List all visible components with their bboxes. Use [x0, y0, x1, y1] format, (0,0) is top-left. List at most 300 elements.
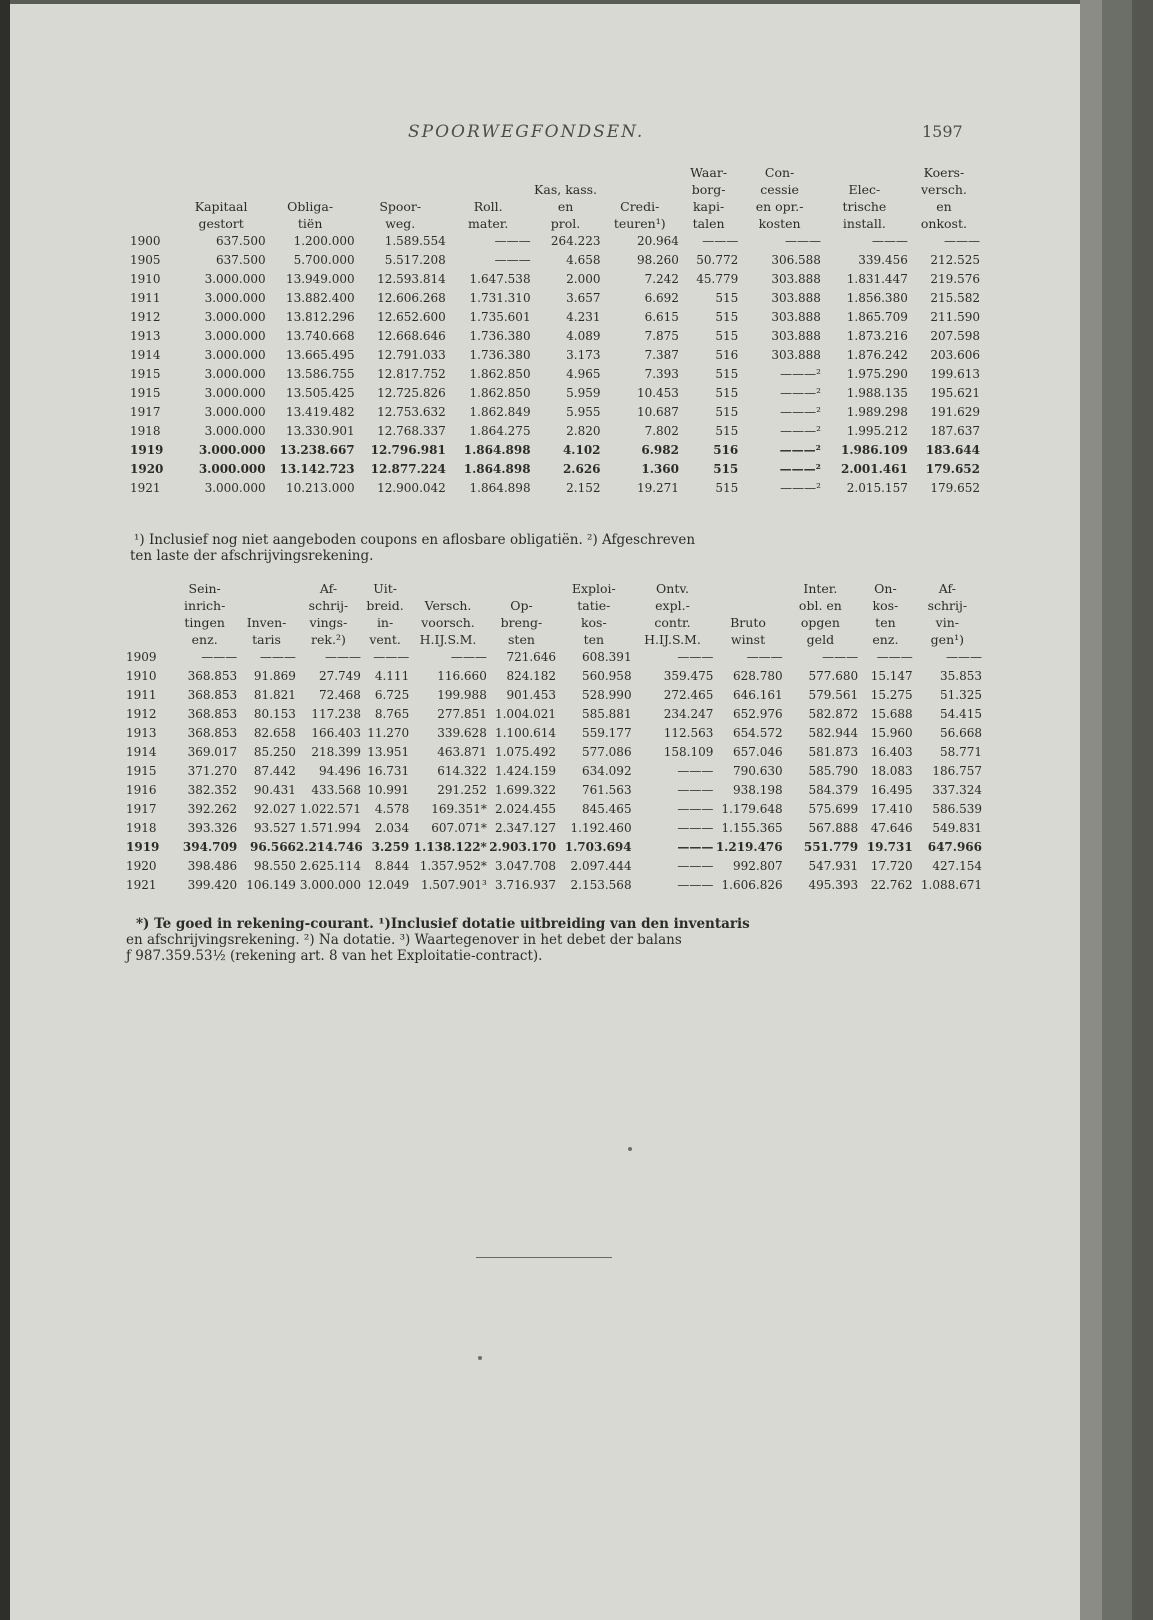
operations-value-cell: 433.568: [311, 783, 361, 797]
balance-value-cell: 3.000.000: [204, 310, 266, 324]
balance-value-cell: 13.238.667: [279, 443, 355, 457]
operations-column-header: Op- breng- sten: [500, 598, 543, 647]
balance-value-cell: 12.593.814: [377, 272, 446, 286]
operations-value-cell: 368.853: [187, 688, 238, 702]
balance-value-cell: 4.658: [566, 253, 601, 267]
balance-column-header: Con- cessie en opr.- kosten: [755, 165, 804, 231]
operations-value-cell: 17.720: [870, 859, 913, 873]
operations-row: [126, 724, 982, 743]
balance-value-cell: 13.740.668: [285, 329, 355, 343]
operations-value-cell: 85.250: [253, 745, 296, 759]
operations-value-cell: 761.563: [581, 783, 632, 797]
balance-year-cell: 1911: [130, 291, 161, 305]
balance-value-cell: 1.864.898: [469, 481, 531, 495]
balance-value-cell: 13.882.400: [285, 291, 355, 305]
page-stack-edge: [1102, 0, 1132, 1620]
balance-value-cell: 6.982: [641, 443, 679, 457]
operations-value-cell: 93.527: [253, 821, 296, 835]
operations-value-cell: 1.507.901³: [420, 878, 487, 892]
balance-row: [130, 441, 980, 460]
operations-value-cell: 3.000.000: [299, 878, 361, 892]
balance-column-header: Obliga- tiën: [287, 199, 334, 231]
balance-value-cell: 303.888: [771, 310, 821, 324]
balance-value-cell: 179.652: [930, 481, 980, 495]
balance-value-cell: 13.142.723: [279, 462, 355, 476]
operations-value-cell: ———: [677, 802, 714, 816]
balance-value-cell: 20.964: [636, 234, 679, 248]
balance-value-cell: 637.500: [216, 234, 266, 248]
operations-value-cell: 585.790: [808, 764, 859, 778]
operations-value-cell: 584.379: [808, 783, 859, 797]
operations-value-cell: 1.088.671: [920, 878, 982, 892]
operations-value-cell: 1.571.994: [299, 821, 361, 835]
balance-value-cell: 183.644: [925, 443, 980, 457]
operations-value-cell: 27.749: [318, 669, 361, 683]
operations-value-cell: 427.154: [932, 859, 982, 873]
balance-value-cell: 13.812.296: [285, 310, 355, 324]
operations-value-cell: 17.410: [870, 802, 913, 816]
operations-value-cell: 8.765: [374, 707, 410, 721]
operations-value-cell: 646.161: [733, 688, 783, 702]
balance-value-cell: 303.888: [771, 329, 821, 343]
balance-value-cell: ———²: [779, 462, 821, 476]
operations-year-cell: 1912: [126, 707, 157, 721]
balance-value-cell: 1.856.380: [846, 291, 908, 305]
end-rule: [476, 1257, 612, 1258]
balance-value-cell: 1.831.447: [846, 272, 908, 286]
operations-value-cell: 16.403: [870, 745, 913, 759]
balance-value-cell: 1.989.298: [846, 405, 908, 419]
balance-value-cell: 212.525: [930, 253, 980, 267]
balance-value-cell: 1.862.850: [469, 386, 531, 400]
balance-value-cell: 515: [713, 462, 739, 476]
balance-value-cell: 4.089: [566, 329, 601, 343]
operations-row: [126, 762, 982, 781]
operations-value-cell: 992.807: [733, 859, 783, 873]
operations-value-cell: ———: [373, 650, 410, 664]
paper-speck: [628, 1147, 632, 1151]
balance-value-cell: ———: [871, 234, 908, 248]
balance-value-cell: 5.700.000: [293, 253, 355, 267]
balance-value-cell: 515: [715, 405, 739, 419]
operations-value-cell: 2.214.746: [295, 840, 363, 854]
operations-value-cell: 15.147: [870, 669, 913, 683]
balance-table: [130, 164, 980, 498]
balance-year-cell: 1913: [130, 329, 161, 343]
balance-value-cell: 7.393: [644, 367, 679, 381]
operations-value-cell: 1.357.952*: [419, 859, 487, 873]
operations-value-cell: 392.262: [187, 802, 238, 816]
balance-row: [130, 384, 980, 403]
operations-value-cell: 463.871: [437, 745, 487, 759]
operations-value-cell: 369.017: [187, 745, 238, 759]
operations-value-cell: 94.496: [318, 764, 361, 778]
operations-year-cell: 1919: [126, 840, 160, 854]
balance-value-cell: 515: [715, 310, 739, 324]
operations-value-cell: 549.831: [932, 821, 982, 835]
balance-value-cell: ———: [784, 234, 821, 248]
balance-value-cell: 2.152: [566, 481, 601, 495]
operations-value-cell: ———: [324, 650, 361, 664]
balance-value-cell: 3.000.000: [204, 424, 266, 438]
balance-value-cell: 1.864.275: [469, 424, 531, 438]
balance-column-header: [130, 164, 177, 232]
operations-value-cell: 368.853: [187, 707, 238, 721]
operations-column-header: [126, 580, 172, 648]
operations-value-cell: 359.475: [663, 669, 714, 683]
balance-value-cell: 339.456: [858, 253, 908, 267]
balance-value-cell: 2.626: [562, 462, 601, 476]
operations-value-cell: ———: [822, 650, 859, 664]
balance-value-cell: ———²: [780, 481, 821, 495]
operations-value-cell: 35.853: [940, 669, 982, 683]
operations-value-cell: 6.725: [374, 688, 410, 702]
balance-year-cell: 1915: [130, 386, 161, 400]
operations-value-cell: 8.844: [374, 859, 410, 873]
book-spine: [0, 0, 10, 1620]
balance-value-cell: 12.796.981: [370, 443, 446, 457]
operations-value-cell: 607.071*: [431, 821, 487, 835]
balance-row: [130, 403, 980, 422]
balance-value-cell: 191.629: [930, 405, 980, 419]
balance-value-cell: 7.242: [644, 272, 679, 286]
balance-value-cell: 199.613: [930, 367, 980, 381]
balance-row: [130, 289, 980, 308]
operations-value-cell: 1.606.826: [721, 878, 783, 892]
operations-value-cell: 634.092: [581, 764, 632, 778]
operations-value-cell: 368.853: [187, 669, 238, 683]
operations-value-cell: 18.083: [870, 764, 913, 778]
balance-value-cell: 3.000.000: [204, 291, 266, 305]
balance-value-cell: 12.900.042: [377, 481, 446, 495]
balance-row: [130, 422, 980, 441]
operations-value-cell: 291.252: [437, 783, 487, 797]
operations-value-cell: 54.415: [940, 707, 982, 721]
balance-column-header: Kapitaal gestort: [194, 199, 248, 231]
operations-row: [126, 800, 982, 819]
operations-value-cell: ———: [677, 821, 714, 835]
operations-value-cell: ———: [876, 650, 913, 664]
operations-value-cell: 82.658: [253, 726, 296, 740]
balance-value-cell: 2.820: [566, 424, 601, 438]
operations-value-cell: 845.465: [581, 802, 632, 816]
balance-year-cell: 1905: [130, 253, 161, 267]
operations-value-cell: 647.966: [927, 840, 982, 854]
operations-column-header: Inter. obl. en opgen geld: [798, 581, 842, 647]
operations-value-cell: 582.944: [808, 726, 859, 740]
operations-value-cell: 575.699: [808, 802, 859, 816]
operations-value-cell: 106.149: [246, 878, 296, 892]
balance-value-cell: 515: [715, 481, 739, 495]
balance-value-cell: 303.888: [771, 348, 821, 362]
balance-row: [130, 479, 980, 498]
operations-column-header: Af- schrij- vin- gen¹): [927, 581, 968, 647]
balance-year-cell: 1918: [130, 424, 161, 438]
operations-column-header: Inven- taris: [246, 615, 287, 647]
operations-row: [126, 781, 982, 800]
operations-column-header: Versch. voorsch. H.IJ.S.M.: [419, 598, 477, 647]
operations-value-cell: 577.086: [581, 745, 632, 759]
balance-value-cell: 7.802: [644, 424, 679, 438]
operations-year-cell: 1909: [126, 650, 157, 664]
balance-column-header: Waar- borg- kapi- talen: [690, 165, 728, 231]
balance-year-cell: 1915: [130, 367, 161, 381]
balance-value-cell: 306.588: [771, 253, 821, 267]
operations-value-cell: 2.903.170: [489, 840, 557, 854]
operations-value-cell: 186.757: [932, 764, 982, 778]
operations-value-cell: 790.630: [733, 764, 783, 778]
operations-row: [126, 876, 982, 895]
operations-column-header: Sein- inrich- tingen enz.: [184, 581, 226, 647]
operations-value-cell: 116.660: [437, 669, 487, 683]
balance-value-cell: 1.876.242: [846, 348, 908, 362]
operations-value-cell: 1.219.476: [715, 840, 783, 854]
operations-value-cell: 218.399: [311, 745, 361, 759]
operations-value-cell: 96.566: [249, 840, 296, 854]
balance-value-cell: 264.223: [550, 234, 601, 248]
balance-year-cell: 1912: [130, 310, 161, 324]
balance-value-cell: 1.735.601: [469, 310, 531, 324]
operations-value-cell: 657.046: [733, 745, 783, 759]
operations-row: [126, 667, 982, 686]
operations-year-cell: 1911: [126, 688, 157, 702]
balance-value-cell: 12.877.224: [370, 462, 446, 476]
operations-value-cell: 382.352: [187, 783, 238, 797]
operations-value-cell: 169.351*: [431, 802, 487, 816]
balance-value-cell: 303.888: [771, 291, 821, 305]
balance-value-cell: 13.949.000: [285, 272, 355, 286]
balance-value-cell: 7.387: [644, 348, 679, 362]
balance-row: [130, 308, 980, 327]
operations-value-cell: ———: [259, 650, 296, 664]
operations-value-cell: 16.731: [367, 764, 410, 778]
balance-value-cell: 50.772: [696, 253, 739, 267]
balance-row: [130, 365, 980, 384]
operations-value-cell: 582.872: [808, 707, 859, 721]
balance-value-cell: 3.000.000: [198, 443, 266, 457]
operations-year-cell: 1920: [126, 859, 157, 873]
balance-value-cell: 3.000.000: [204, 481, 266, 495]
operations-year-cell: 1917: [126, 802, 157, 816]
operations-value-cell: 117.238: [311, 707, 361, 721]
operations-value-cell: 277.851: [437, 707, 487, 721]
operations-value-cell: 92.027: [253, 802, 296, 816]
operations-value-cell: 938.198: [733, 783, 783, 797]
balance-value-cell: 1.986.109: [841, 443, 908, 457]
balance-value-cell: 13.419.482: [285, 405, 355, 419]
operations-value-cell: 608.391: [581, 650, 632, 664]
operations-value-cell: 12.049: [367, 878, 410, 892]
operations-value-cell: 3.716.937: [494, 878, 557, 892]
balance-row: [130, 232, 980, 251]
balance-footnote-line-1: ¹) Inclusief nog niet aangeboden coupons en aflosbare obligatiën. ²) Afgeschreven: [134, 532, 696, 548]
operations-value-cell: ———: [946, 650, 982, 664]
operations-value-cell: ———: [746, 650, 783, 664]
operations-value-cell: 579.561: [808, 688, 859, 702]
balance-row: [130, 346, 980, 365]
balance-value-cell: 1.988.135: [846, 386, 908, 400]
balance-year-cell: 1900: [130, 234, 161, 248]
operations-column-header: On- kos- ten enz.: [872, 581, 899, 647]
operations-value-cell: 371.270: [187, 764, 238, 778]
balance-value-cell: 2.000: [566, 272, 601, 286]
operations-value-cell: 1.424.159: [494, 764, 557, 778]
operations-value-cell: 567.888: [808, 821, 859, 835]
balance-value-cell: 7.875: [644, 329, 679, 343]
operations-row: [126, 686, 982, 705]
balance-value-cell: 5.955: [566, 405, 601, 419]
balance-value-cell: 13.665.495: [285, 348, 355, 362]
balance-value-cell: 303.888: [771, 272, 821, 286]
balance-value-cell: ———²: [780, 424, 821, 438]
balance-value-cell: 12.652.600: [377, 310, 446, 324]
balance-value-cell: 3.000.000: [198, 462, 266, 476]
operations-value-cell: 98.550: [253, 859, 296, 873]
operations-year-cell: 1918: [126, 821, 157, 835]
operations-value-cell: 654.572: [733, 726, 783, 740]
operations-column-header: Bruto winst: [730, 615, 766, 647]
balance-value-cell: 516: [713, 443, 739, 457]
balance-value-cell: 1.647.538: [469, 272, 531, 286]
operations-value-cell: 3.047.708: [494, 859, 557, 873]
operations-value-cell: 337.324: [932, 783, 982, 797]
balance-value-cell: 1.200.000: [293, 234, 355, 248]
balance-value-cell: ———: [944, 234, 980, 248]
operations-table: [126, 580, 982, 895]
balance-column-header: Roll. mater.: [468, 199, 509, 231]
balance-value-cell: 1.736.380: [469, 329, 531, 343]
balance-value-cell: 219.576: [930, 272, 980, 286]
operations-value-cell: 81.821: [253, 688, 296, 702]
balance-value-cell: ———²: [779, 443, 821, 457]
balance-value-cell: 187.637: [930, 424, 980, 438]
balance-value-cell: 211.590: [930, 310, 980, 324]
operations-table-header-row: [126, 580, 982, 648]
operations-value-cell: ———: [677, 764, 714, 778]
balance-value-cell: 1.873.216: [846, 329, 908, 343]
operations-value-cell: 1.703.694: [564, 840, 632, 854]
page-title: SPOORWEGFONDSEN.: [408, 122, 645, 142]
operations-value-cell: 551.779: [803, 840, 859, 854]
balance-value-cell: 3.000.000: [204, 329, 266, 343]
balance-value-cell: 1.862.850: [469, 367, 531, 381]
balance-value-cell: ———: [494, 253, 531, 267]
balance-year-cell: 1919: [130, 443, 164, 457]
balance-value-cell: 13.330.901: [285, 424, 355, 438]
operations-value-cell: 234.247: [663, 707, 714, 721]
balance-value-cell: 515: [715, 329, 739, 343]
operations-value-cell: ———: [677, 650, 714, 664]
balance-value-cell: 6.615: [644, 310, 679, 324]
operations-value-cell: 1.022.571: [299, 802, 361, 816]
operations-footnote-line-3: ƒ 987.359.53½ (rekening art. 8 van het Exploitatie-contract).: [126, 948, 543, 964]
operations-column-header: Uit- breid. in- vent.: [366, 581, 404, 647]
operations-value-cell: 652.976: [733, 707, 783, 721]
operations-value-cell: 577.680: [808, 669, 859, 683]
operations-value-cell: 15.275: [870, 688, 913, 702]
balance-value-cell: 1.589.554: [384, 234, 446, 248]
balance-value-cell: 215.582: [930, 291, 980, 305]
balance-value-cell: 98.260: [636, 253, 679, 267]
operations-value-cell: 585.881: [581, 707, 632, 721]
operations-year-cell: 1913: [126, 726, 157, 740]
balance-value-cell: 45.779: [696, 272, 739, 286]
operations-column-header: Ontv. expl.- contr. H.IJ.S.M.: [644, 581, 701, 647]
balance-value-cell: 12.606.268: [377, 291, 446, 305]
operations-value-cell: 528.990: [581, 688, 632, 702]
balance-value-cell: 2.015.157: [846, 481, 908, 495]
balance-value-cell: 637.500: [216, 253, 266, 267]
operations-value-cell: 547.931: [808, 859, 859, 873]
operations-value-cell: 2.097.444: [570, 859, 632, 873]
operations-value-cell: 112.563: [663, 726, 714, 740]
operations-value-cell: 166.403: [311, 726, 361, 740]
balance-value-cell: 1.360: [641, 462, 679, 476]
operations-value-cell: 19.731: [866, 840, 913, 854]
balance-footnote-line-2: ten laste der afschrijvingsrekening.: [130, 548, 374, 564]
balance-value-cell: 10.213.000: [285, 481, 355, 495]
operations-value-cell: 58.771: [940, 745, 982, 759]
operations-value-cell: 4.111: [374, 669, 410, 683]
balance-value-cell: 1.864.898: [463, 462, 531, 476]
operations-value-cell: 272.465: [663, 688, 714, 702]
balance-value-cell: 3.000.000: [204, 348, 266, 362]
balance-value-cell: 1.975.290: [846, 367, 908, 381]
operations-value-cell: 2.034: [374, 821, 410, 835]
balance-value-cell: 1.865.709: [846, 310, 908, 324]
balance-value-cell: 515: [715, 367, 739, 381]
balance-value-cell: 3.000.000: [204, 386, 266, 400]
paper-speck: [478, 1356, 482, 1360]
operations-value-cell: 393.326: [187, 821, 238, 835]
balance-column-header: Elec- trische install.: [842, 182, 887, 231]
operations-footnote-line-1: *) Te goed in rekening-courant. ¹)Inclusief dotatie uitbreiding van den inventaris: [136, 916, 750, 932]
balance-value-cell: 3.657: [566, 291, 601, 305]
operations-value-cell: 1.192.460: [570, 821, 632, 835]
operations-year-cell: 1914: [126, 745, 157, 759]
operations-value-cell: ———: [450, 650, 487, 664]
operations-value-cell: 1.138.122*: [413, 840, 487, 854]
balance-value-cell: 10.453: [636, 386, 679, 400]
operations-year-cell: 1915: [126, 764, 157, 778]
balance-value-cell: 4.965: [566, 367, 601, 381]
operations-value-cell: 87.442: [253, 764, 296, 778]
operations-value-cell: 398.486: [187, 859, 238, 873]
operations-value-cell: 90.431: [253, 783, 296, 797]
balance-value-cell: 12.668.646: [377, 329, 446, 343]
balance-value-cell: 207.598: [930, 329, 980, 343]
operations-value-cell: ———: [201, 650, 238, 664]
balance-value-cell: 516: [715, 348, 739, 362]
operations-value-cell: 1.179.648: [721, 802, 783, 816]
operations-row: [126, 819, 982, 838]
operations-value-cell: 16.495: [870, 783, 913, 797]
operations-row: [126, 857, 982, 876]
operations-footnote-line-2: en afschrijvingsrekening. ²) Na dotatie. ³) Waartegenover in het debet der balans: [126, 932, 682, 948]
operations-value-cell: ———: [677, 840, 714, 854]
page-number: 1597: [922, 122, 963, 141]
operations-row: [126, 838, 982, 857]
balance-value-cell: 1.864.898: [463, 443, 531, 457]
operations-value-cell: 158.109: [663, 745, 714, 759]
balance-value-cell: 12.768.337: [377, 424, 446, 438]
balance-value-cell: 13.586.755: [285, 367, 355, 381]
balance-column-header: Kas, kass. en prol.: [534, 182, 598, 231]
balance-value-cell: 1.736.380: [469, 348, 531, 362]
balance-value-cell: 3.000.000: [204, 405, 266, 419]
page-stack-edge: [1080, 0, 1102, 1620]
balance-value-cell: 2.001.461: [841, 462, 908, 476]
